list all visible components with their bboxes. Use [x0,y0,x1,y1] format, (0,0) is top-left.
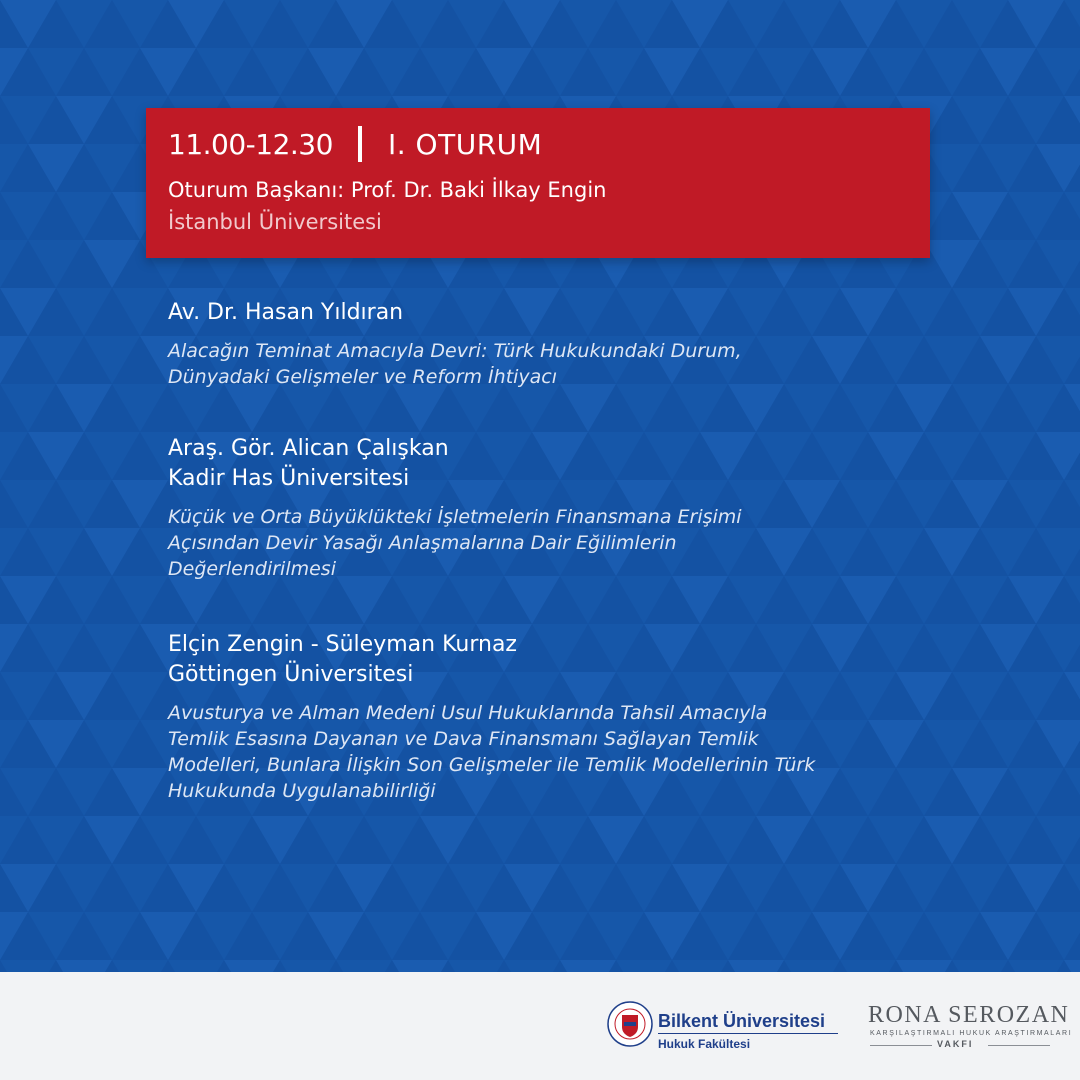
talk-title-line: Modelleri, Bunlara İlişkin Son Gelişmeler ile Temlik Modellerinin Türk [168,754,816,776]
pattern-triangle [1064,864,1080,912]
pattern-triangle [700,48,756,96]
pattern-triangle [84,240,140,288]
pattern-triangle [1036,624,1080,672]
pattern-triangle [420,816,476,864]
session-header [146,108,930,258]
pattern-triangle [168,864,224,912]
pattern-triangle [672,0,728,48]
pattern-triangle [56,96,112,144]
pattern-triangle [1036,240,1080,288]
pattern-triangle [840,384,896,432]
pattern-triangle [672,576,728,624]
pattern-triangle [1008,768,1064,816]
pattern-triangle [1064,960,1080,972]
pattern-triangle [504,384,560,432]
pattern-triangle [84,48,140,96]
pattern-triangle [616,384,672,432]
pattern-triangle [840,0,896,48]
pattern-triangle [588,912,644,960]
pattern-triangle [756,912,812,960]
pattern-triangle [840,576,896,624]
pattern-triangle [224,576,280,624]
talk-title-line: Temlik Esasına Dayanan ve Dava Finansmanı Sağlayan Temlik [168,728,759,750]
pattern-triangle [952,960,1008,972]
pattern-triangle [392,576,448,624]
pattern-triangle [0,864,56,912]
pattern-triangle [448,576,504,624]
pattern-triangle [980,144,1036,192]
rona-serozan-logo-name: RONA SEROZAN [868,1002,1070,1028]
bilkent-divider [658,1033,838,1034]
pattern-triangle [952,96,1008,144]
pattern-triangle [84,816,140,864]
pattern-triangle [0,816,28,864]
pattern-triangle [784,384,840,432]
session-time: 11.00-12.30 [168,128,333,161]
talk-title-line: Değerlendirilmesi [168,558,336,580]
pattern-triangle [1008,384,1064,432]
pattern-triangle [308,48,364,96]
speaker-institution: Kadir Has Üniversitesi [168,466,410,491]
pattern-triangle [336,864,392,912]
pattern-triangle [756,816,812,864]
pattern-triangle [112,864,168,912]
pattern-triangle [56,960,112,972]
pattern-triangle [672,384,728,432]
pattern-triangle [448,864,504,912]
rona-rule-left [870,1045,932,1046]
pattern-triangle [0,144,28,192]
pattern-triangle [644,48,700,96]
pattern-triangle [112,576,168,624]
pattern-triangle [364,816,420,864]
pattern-triangle [448,384,504,432]
pattern-triangle [28,144,84,192]
pattern-triangle [280,960,336,972]
pattern-triangle [1036,48,1080,96]
pattern-triangle [616,960,672,972]
pattern-triangle [700,912,756,960]
pattern-triangle [28,432,84,480]
pattern-triangle [784,576,840,624]
pattern-triangle [1008,192,1064,240]
talk-title-line: Alacağın Teminat Amacıyla Devri: Türk Hukukundaki Durum, [168,340,742,362]
pattern-triangle [168,960,224,972]
talk-3 [168,630,968,804]
pattern-triangle [868,48,924,96]
pattern-triangle [504,960,560,972]
pattern-triangle [588,48,644,96]
pattern-triangle [84,912,140,960]
pattern-triangle [112,0,168,48]
pattern-triangle [728,576,784,624]
pattern-triangle [840,960,896,972]
pattern-triangle [812,48,868,96]
pattern-triangle [1008,672,1064,720]
pattern-triangle [336,576,392,624]
pattern-triangle [924,144,980,192]
pattern-triangle [56,576,112,624]
pattern-triangle [0,192,56,240]
pattern-triangle [56,768,112,816]
pattern-triangle [140,48,196,96]
pattern-triangle [308,816,364,864]
pattern-triangle [252,816,308,864]
pattern-triangle [952,0,1008,48]
pattern-triangle [812,816,868,864]
talk-title-line: Küçük ve Orta Büyüklükteki İşletmelerin Finansmana Erişimi [168,506,742,528]
pattern-triangle [364,912,420,960]
pattern-triangle [0,48,28,96]
pattern-triangle [784,960,840,972]
pattern-triangle [280,384,336,432]
speaker-name: Elçin Zengin - Süleyman Kurnaz [168,632,517,657]
talk-1 [168,298,968,390]
pattern-triangle [252,912,308,960]
pattern-triangle [448,0,504,48]
pattern-triangle [980,912,1036,960]
session-title: I. OTURUM [388,128,543,161]
pattern-triangle [28,240,84,288]
pattern-triangle [84,528,140,576]
talk-title-line: Hukukunda Uygulanabilirliği [168,780,436,802]
pattern-triangle [56,288,112,336]
pattern-triangle [112,384,168,432]
pattern-triangle [56,672,112,720]
session-chair: Oturum Başkanı: Prof. Dr. Baki İlkay Engin [168,178,607,202]
pattern-triangle [1064,288,1080,336]
talk-title-line: Dünyadaki Gelişmeler ve Reform İhtiyacı [168,366,558,388]
pattern-triangle [1008,864,1064,912]
pattern-triangle [336,0,392,48]
pattern-triangle [1008,96,1064,144]
pattern-triangle [728,864,784,912]
pattern-triangle [196,912,252,960]
pattern-triangle [980,528,1036,576]
pattern-triangle [1008,288,1064,336]
pattern-triangle [392,0,448,48]
pattern-triangle [168,576,224,624]
pattern-triangle [952,192,1008,240]
pattern-triangle [140,912,196,960]
pattern-triangle [1064,192,1080,240]
pattern-triangle [560,960,616,972]
pattern-triangle [0,720,28,768]
pattern-triangle [868,912,924,960]
pattern-triangle [924,240,980,288]
pattern-triangle [532,816,588,864]
pattern-triangle [0,672,56,720]
pattern-triangle [1064,672,1080,720]
pattern-triangle [728,0,784,48]
pattern-triangle [1036,816,1080,864]
pattern-triangle [1008,480,1064,528]
pattern-triangle [1008,960,1064,972]
pattern-triangle [1008,0,1064,48]
pattern-triangle [336,384,392,432]
talk-title-line: Açısından Devir Yasağı Anlaşmalarına Dair Eğilimlerin [168,532,677,554]
pattern-triangle [28,624,84,672]
pattern-triangle [1036,336,1080,384]
pattern-triangle [0,768,56,816]
pattern-triangle [56,864,112,912]
pattern-triangle [1036,432,1080,480]
pattern-triangle [0,912,28,960]
pattern-triangle [644,816,700,864]
pattern-triangle [252,48,308,96]
pattern-triangle [980,720,1036,768]
pattern-triangle [728,384,784,432]
pattern-triangle [112,480,168,528]
pattern-triangle [1036,144,1080,192]
bilkent-seal-logo [606,1000,654,1048]
pattern-triangle [980,432,1036,480]
pattern-triangle [84,720,140,768]
pattern-triangle [392,864,448,912]
pattern-triangle [616,576,672,624]
pattern-triangle [560,576,616,624]
pattern-triangle [112,288,168,336]
pattern-triangle [560,864,616,912]
speaker-name: Av. Dr. Hasan Yıldıran [168,300,404,325]
pattern-triangle [196,816,252,864]
pattern-triangle [560,384,616,432]
pattern-triangle [980,240,1036,288]
speaker-name: Araş. Gör. Alican Çalışkan [168,436,449,461]
bilkent-university-name: Bilkent Üniversitesi [658,1011,826,1031]
speaker-institution: Göttingen Üniversitesi [168,662,414,687]
pattern-triangle [112,960,168,972]
pattern-triangle [728,960,784,972]
pattern-triangle [532,912,588,960]
pattern-triangle [84,624,140,672]
pattern-triangle [0,480,56,528]
pattern-triangle [336,960,392,972]
pattern-triangle [140,816,196,864]
pattern-triangle [1064,768,1080,816]
pattern-triangle [896,384,952,432]
pattern-triangle [1036,528,1080,576]
pattern-triangle [0,96,56,144]
pattern-triangle [1064,384,1080,432]
pattern-triangle [0,432,28,480]
pattern-triangle [1064,96,1080,144]
pattern-triangle [420,48,476,96]
pattern-triangle [784,864,840,912]
pattern-triangle [112,768,168,816]
pattern-triangle [0,288,56,336]
pattern-triangle [616,0,672,48]
pattern-triangle [924,48,980,96]
pattern-triangle [476,912,532,960]
pattern-triangle [476,816,532,864]
pattern-triangle [868,816,924,864]
pattern-triangle [28,336,84,384]
pattern-triangle [980,816,1036,864]
pattern-triangle [0,384,56,432]
pattern-triangle [28,48,84,96]
pattern-triangle [756,48,812,96]
pattern-triangle [1036,912,1080,960]
pattern-triangle [784,0,840,48]
pattern-triangle [0,624,28,672]
pattern-triangle [0,336,28,384]
pattern-triangle [28,528,84,576]
pattern-triangle [644,912,700,960]
pattern-triangle [840,864,896,912]
pattern-triangle [224,384,280,432]
pattern-triangle [504,576,560,624]
pattern-triangle [504,0,560,48]
pattern-triangle [280,0,336,48]
pattern-triangle [504,864,560,912]
rona-rule-right [988,1045,1050,1046]
pattern-triangle [364,48,420,96]
pattern-triangle [0,576,56,624]
pattern-triangle [224,960,280,972]
pattern-triangle [952,384,1008,432]
pattern-triangle [280,576,336,624]
pattern-triangle [896,960,952,972]
pattern-triangle [924,912,980,960]
pattern-triangle [392,960,448,972]
session-chair-institution: İstanbul Üniversitesi [168,210,382,234]
pattern-triangle [980,336,1036,384]
pattern-triangle [896,864,952,912]
pattern-triangle [588,816,644,864]
pattern-triangle [84,336,140,384]
pattern-triangle [84,144,140,192]
pattern-triangle [896,0,952,48]
pattern-triangle [1064,0,1080,48]
pattern-triangle [0,960,56,972]
pattern-triangle [980,48,1036,96]
pattern-triangle [0,0,56,48]
pattern-triangle [1008,576,1064,624]
pattern-triangle [168,0,224,48]
pattern-triangle [28,912,84,960]
pattern-triangle [476,48,532,96]
pattern-triangle [28,816,84,864]
rona-serozan-vakfi: VAKFI [937,1039,974,1049]
pattern-triangle [672,864,728,912]
pattern-triangle [924,816,980,864]
talk-2 [168,434,968,582]
bilkent-faculty-name: Hukuk Fakültesi [658,1037,751,1051]
pattern-triangle [532,48,588,96]
header-divider [358,126,362,162]
pattern-triangle [448,960,504,972]
pattern-triangle [56,192,112,240]
pattern-triangle [224,0,280,48]
rona-serozan-subtitle: KARŞILAŞTIRMALI HUKUK ARAŞTIRMALARI [870,1030,1073,1037]
pattern-triangle [196,48,252,96]
pattern-triangle [560,0,616,48]
pattern-triangle [700,816,756,864]
pattern-triangle [0,528,28,576]
pattern-triangle [308,912,364,960]
pattern-triangle [224,864,280,912]
pattern-triangle [980,624,1036,672]
pattern-triangle [1064,576,1080,624]
pattern-triangle [56,480,112,528]
pattern-triangle [168,384,224,432]
pattern-triangle [952,864,1008,912]
pattern-triangle [56,0,112,48]
pattern-triangle [812,912,868,960]
pattern-triangle [616,864,672,912]
pattern-triangle [392,384,448,432]
pattern-triangle [28,720,84,768]
pattern-triangle [420,912,476,960]
pattern-triangle [280,864,336,912]
pattern-triangle [84,432,140,480]
pattern-triangle [952,576,1008,624]
pattern-triangle [1036,720,1080,768]
pattern-triangle [56,384,112,432]
talk-title-line: Avusturya ve Alman Medeni Usul Hukuklarında Tahsil Amacıyla [168,702,768,724]
pattern-triangle [672,960,728,972]
pattern-triangle [0,240,28,288]
pattern-triangle [1064,480,1080,528]
pattern-triangle [896,576,952,624]
pattern-triangle [112,672,168,720]
